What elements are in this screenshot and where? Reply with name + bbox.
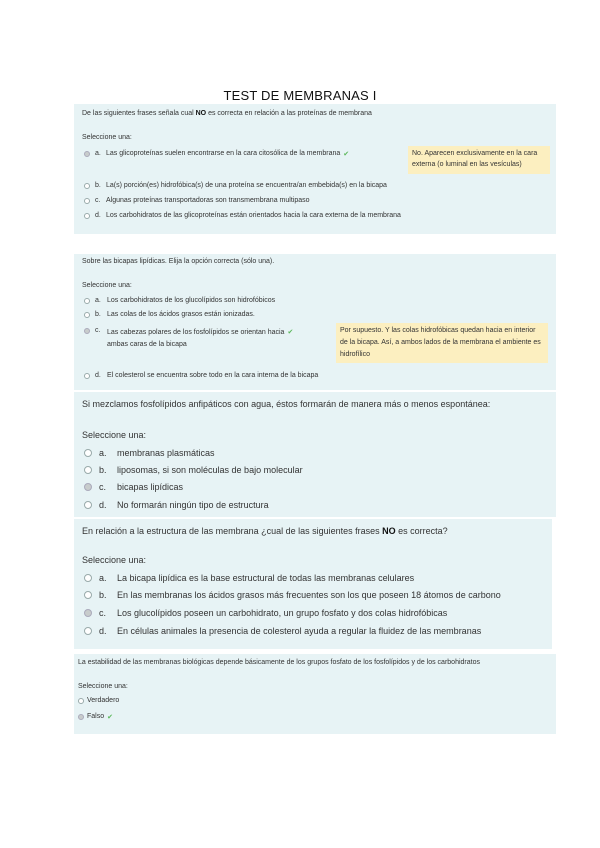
question-1	[74, 104, 556, 234]
radio-button[interactable]	[84, 373, 90, 379]
radio-button[interactable]	[84, 312, 90, 318]
option-b[interactable]	[82, 590, 501, 600]
option-text: Verdadero	[87, 697, 120, 704]
select-label: Seleccione una:	[82, 430, 147, 440]
radio-selected[interactable]	[84, 328, 90, 334]
option-b[interactable]	[82, 311, 255, 318]
feedback-box: No. Aparecen exclusivamente en la cara externa (o luminal en las vesículas)	[408, 146, 550, 174]
option-text: Las cabezas polares de los fosfolípidos se orientan hacia ✔ ambas caras de la bicapa	[107, 329, 294, 348]
radio-button[interactable]	[84, 627, 92, 635]
option-text: Las colas de los ácidos grasos están ionizadas.	[107, 311, 255, 318]
option-b[interactable]	[82, 182, 387, 189]
option-letter: b.	[99, 465, 107, 475]
option-text: La bicapa lipídica es la base estructural de todas las membranas celulares	[117, 573, 415, 583]
option-text: En células animales la presencia de colesterol ayuda a regular la fluidez de las membranas	[117, 626, 482, 636]
question-2	[74, 254, 556, 390]
radio-button[interactable]	[84, 591, 92, 599]
option-d[interactable]	[82, 500, 269, 510]
option-letter: b.	[95, 182, 101, 189]
option-text: No formarán ningún tipo de estructura	[117, 500, 269, 510]
option-text: Falso	[87, 713, 105, 720]
radio-selected[interactable]	[84, 483, 92, 491]
option-text: Las glicoproteínas suelen encontrarse en la cara citosólica de la membrana	[106, 150, 341, 157]
option-letter: c.	[99, 482, 107, 492]
option-text: La(s) porción(es) hidrofóbica(s) de una proteína se encuentra/an embebida(s) en la bicapa	[106, 182, 387, 189]
check-icon: ✔	[107, 714, 113, 721]
option-c[interactable]	[82, 608, 447, 618]
radio-button[interactable]	[84, 449, 92, 457]
option-d[interactable]	[82, 212, 401, 219]
radio-button[interactable]	[84, 501, 92, 509]
feedback-box: Por supuesto. Y las colas hidrofóbicas quedan hacia en interior de la bicapa. Así, a ambos lados de la membrana el ambiente es hidrofílico	[336, 323, 548, 363]
select-label: Seleccione una:	[82, 282, 132, 289]
question-3	[74, 392, 556, 517]
radio-button[interactable]	[78, 698, 84, 704]
question-1-text: De las siguientes frases señala cual NO es correcta en relación a las proteínas de membrana	[82, 110, 372, 117]
question-4-text: En relación a la estructura de las membrana ¿cual de las siguientes frases NO es correcta?	[82, 526, 448, 536]
radio-selected[interactable]	[84, 151, 90, 157]
option-b[interactable]	[82, 465, 303, 475]
option-d[interactable]	[82, 372, 318, 379]
select-label: Seleccione una:	[78, 683, 128, 690]
option-c[interactable]	[82, 197, 310, 204]
option-letter: d.	[99, 626, 107, 636]
radio-button[interactable]	[84, 574, 92, 582]
option-letter: d.	[95, 212, 101, 219]
page-title: TEST DE MEMBRANAS I	[223, 88, 377, 103]
radio-button[interactable]	[84, 298, 90, 304]
radio-button[interactable]	[84, 183, 90, 189]
option-a[interactable]	[82, 448, 215, 458]
select-label: Seleccione una:	[82, 134, 132, 141]
question-3-text: Si mezclamos fosfolípidos anfipáticos con agua, éstos formarán de manera más o menos espontánea:	[82, 399, 491, 409]
select-label: Seleccione una:	[82, 555, 147, 565]
option-text: membranas plasmáticas	[117, 448, 215, 458]
radio-selected[interactable]	[84, 609, 92, 617]
option-text: bicapas lipídicas	[117, 482, 184, 492]
option-letter: d.	[99, 500, 107, 510]
radio-button[interactable]	[84, 213, 90, 219]
radio-selected[interactable]	[78, 714, 84, 720]
option-letter: c.	[95, 327, 101, 334]
option-letter: b.	[99, 590, 107, 600]
option-text: Algunas proteínas transportadoras son transmembrana multipaso	[106, 197, 310, 204]
option-letter: b.	[95, 311, 101, 318]
option-letter: a.	[99, 448, 107, 458]
radio-button[interactable]	[84, 198, 90, 204]
option-letter: c.	[99, 608, 107, 618]
check-icon: ✔	[343, 151, 350, 158]
option-letter: c.	[95, 197, 101, 204]
option-text: Los glucolípidos poseen un carbohidrato, un grupo fosfato y dos colas hidrofóbicas	[117, 608, 448, 618]
option-a[interactable]	[82, 573, 414, 583]
option-c[interactable]	[82, 482, 183, 492]
question-5-text: La estabilidad de las membranas biológicas depende básicamente de los grupos fosfato de los fosfolípidos y de los carbohidratos	[78, 659, 480, 666]
question-4	[74, 519, 552, 649]
option-letter: a.	[95, 297, 101, 304]
option-text: En las membranas los ácidos grasos más frecuentes son los que poseen 18 átomos de carbono	[117, 590, 501, 600]
option-a[interactable]	[82, 150, 349, 158]
option-text: Los carbohidratos de las glicoproteínas están orientados hacia la cara externa de la membrana	[106, 212, 401, 219]
option-false[interactable]	[78, 713, 113, 721]
option-letter: a.	[99, 573, 107, 583]
option-d[interactable]	[82, 626, 481, 636]
option-text: El colesterol se encuentra sobre todo en la cara interna de la bicapa	[107, 372, 319, 379]
option-text: liposomas, si son moléculas de bajo molecular	[117, 465, 303, 475]
option-text: Los carbohidratos de los glucolípidos son hidrofóbicos	[107, 297, 276, 304]
option-true[interactable]	[78, 697, 119, 704]
option-letter: d.	[95, 372, 101, 379]
option-c[interactable]	[82, 327, 293, 351]
check-icon: ✔	[287, 329, 294, 336]
option-a[interactable]	[82, 297, 275, 304]
radio-button[interactable]	[84, 466, 92, 474]
option-letter: a.	[95, 150, 101, 157]
question-5	[74, 654, 556, 734]
question-2-text: Sobre las bicapas lipídicas. Elija la opción correcta (sólo una).	[82, 258, 275, 265]
